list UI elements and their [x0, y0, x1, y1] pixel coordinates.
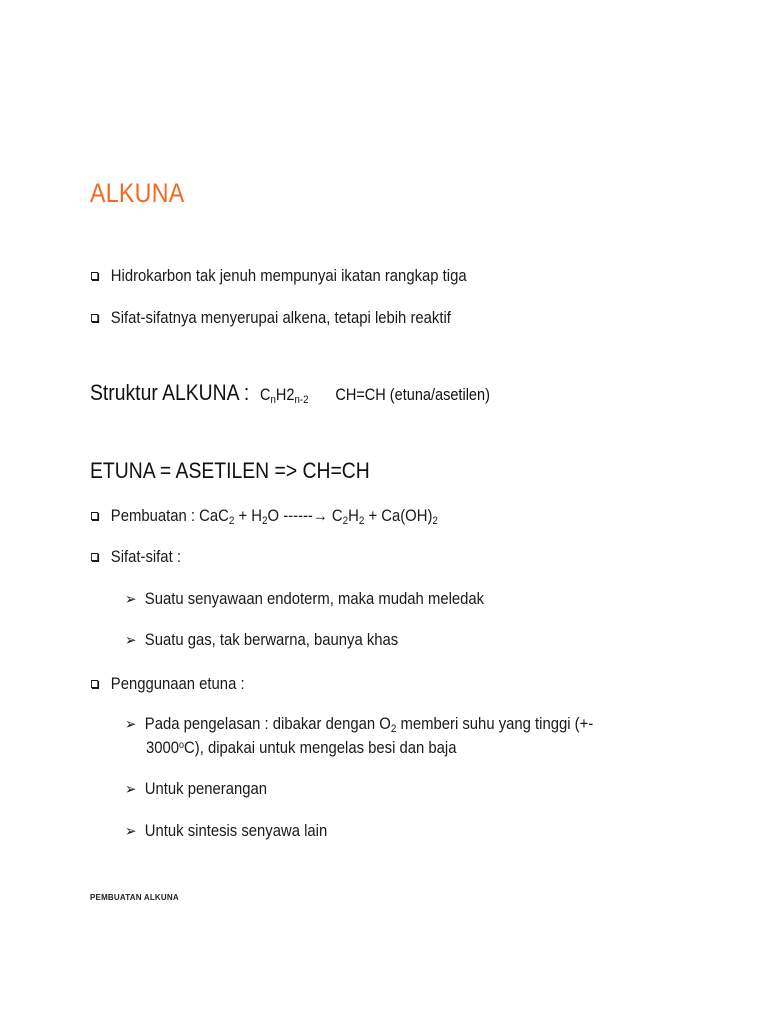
bullet-item: [91, 506, 438, 526]
bullet-item: [91, 266, 467, 286]
square-bullet-icon: [91, 314, 98, 322]
sub-item-continuation: 3000$^o$C), dipakai untuk mengelas besi dan baja: [146, 739, 457, 757]
square-bullet-icon: [91, 272, 98, 280]
arrow-bullet-icon: ➢: [125, 591, 137, 608]
sub-list-item: [125, 777, 267, 802]
arrow-bullet-icon: ➢: [125, 781, 137, 798]
square-bullet-icon: [91, 512, 98, 520]
bullet-item: [91, 674, 245, 694]
bullet-text: Sifat-sifat :: [110, 548, 181, 566]
pembuatan-reaction: Pembuatan : $CaC_2 + H_2O$ ------→ $C_2H_2 + Ca(OH)_2$: [110, 507, 438, 527]
struktur-label: Struktur ALKUNA :: [90, 380, 250, 405]
struktur-example: CH=CH (etuna/asetilen): [335, 386, 490, 404]
arrow-bullet-icon: ➢: [125, 716, 137, 733]
sub-list-item: [125, 587, 484, 612]
sub-item-text: Suatu gas, tak berwarna, baunya khas: [144, 631, 399, 649]
section-footer-label: PEMBUATAN ALKUNA: [90, 893, 179, 902]
sub-item-text: Suatu senyawaan endoterm, maka mudah meledak: [144, 590, 485, 608]
square-bullet-icon: [91, 680, 98, 688]
general-formula: $C_nH2_{n-2}$: [260, 386, 309, 406]
sub-list-item: [125, 628, 398, 653]
etuna-heading: ETUNA = ASETILEN => CH=CH: [90, 458, 370, 483]
bullet-item: [91, 308, 451, 328]
sub-list-item: [125, 712, 593, 737]
bullet-text: Hidrokarbon tak jenuh mempunyai ikatan rangkap tiga: [110, 267, 467, 285]
sub-item-text: Untuk sintesis senyawa lain: [144, 822, 328, 840]
arrow-bullet-icon: ➢: [125, 632, 137, 649]
sub-item-text: Untuk penerangan: [144, 780, 268, 798]
page-title: ALKUNA: [90, 178, 185, 208]
bullet-item: [91, 547, 181, 567]
bullet-text: Sifat-sifatnya menyerupai alkena, tetapi lebih reaktif: [110, 309, 451, 327]
arrow-bullet-icon: ➢: [125, 823, 137, 840]
right-arrow-icon: →: [312, 507, 328, 525]
bullet-text: Penggunaan etuna :: [110, 675, 245, 693]
struktur-heading: [90, 380, 490, 406]
square-bullet-icon: [91, 553, 98, 561]
sub-list-item: [125, 819, 327, 844]
sub-item-text: Pada pengelasan : dibakar dengan $O_2$ memberi suhu yang tinggi (+-: [144, 715, 594, 735]
